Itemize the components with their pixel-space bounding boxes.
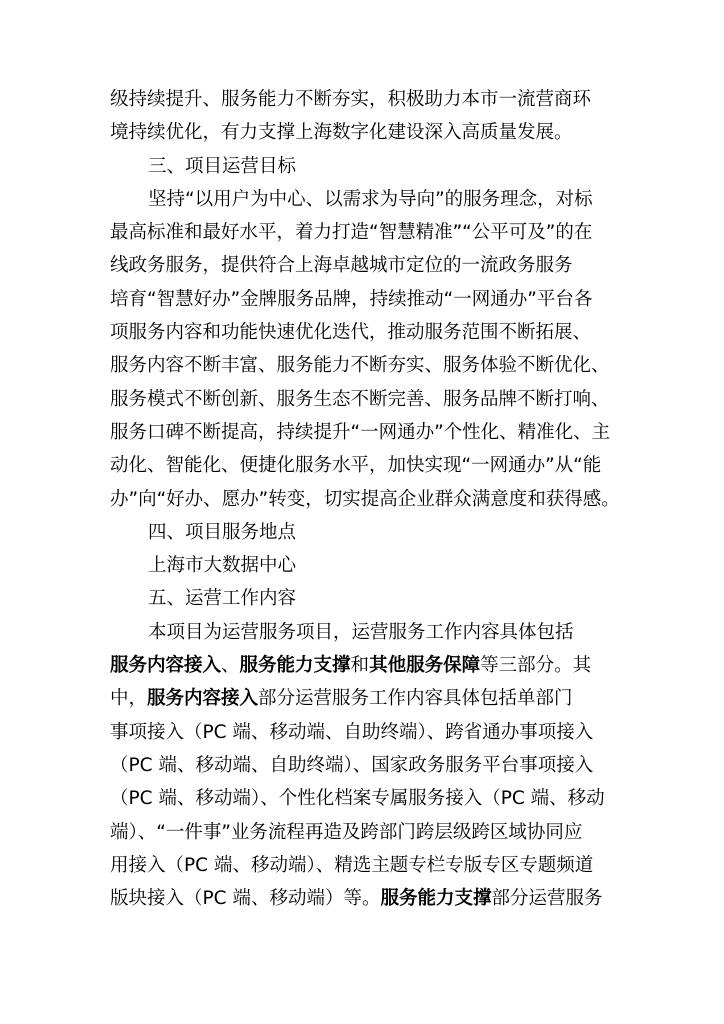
text-run: 版块接入（PC 端、移动端）等。 — [110, 888, 381, 910]
text-run: 、 — [221, 655, 240, 677]
paragraph-line — [110, 649, 618, 682]
text-run: 和 — [350, 655, 370, 677]
body-text — [110, 83, 618, 915]
paragraph-line: 服务内容不断丰富、服务能力不断夯实、服务体验不断优化、 — [110, 355, 610, 377]
bold-term: 服务能力支撑 — [239, 655, 351, 677]
paragraph-line: 培育“智慧好办”金牌服务品牌，持续推动“一网通办”平台各 — [110, 288, 593, 310]
text-run: 部分运营服务工作内容具体包括单部门 — [258, 688, 573, 710]
section-heading: 五、运营工作内容 — [148, 588, 297, 610]
paragraph-line: 动化、智能化、便捷化服务水平，加快实现“一网通办”从“能 — [110, 455, 602, 477]
text-run: 等三部分。其 — [480, 655, 592, 677]
paragraph-line: 端）、“一件事”业务流程再造及跨部门跨层级跨区域协同应 — [110, 821, 583, 843]
paragraph-line: 用接入（PC 端、移动端）、精选主题专栏专版专区专题频道 — [110, 854, 594, 876]
paragraph-line — [110, 882, 618, 915]
paragraph-line — [110, 682, 618, 715]
paragraph-line: 服务口碑不断提高，持续提升“一网通办”个性化、精准化、主 — [110, 421, 611, 443]
text-run: 中， — [110, 688, 148, 710]
bold-term: 其他服务保障 — [369, 655, 481, 677]
bold-term: 服务内容接入 — [110, 655, 222, 677]
paragraph-line: 办”向“好办、愿办”转变，切实提高企业群众满意度和获得感。 — [110, 488, 620, 510]
paragraph-line: 事项接入（PC 端、移动端、自助终端）、跨省通办事项接入 — [110, 721, 594, 743]
paragraph-line: 线政务服务，提供符合上海卓越城市定位的一流政务服务 — [110, 255, 573, 277]
bold-term: 服务内容接入 — [147, 688, 259, 710]
paragraph-line: 项服务内容和功能快速优化迭代，推动服务范围不断拓展、 — [110, 322, 592, 344]
location-text: 上海市大数据中心 — [148, 555, 297, 577]
paragraph-line: （PC 端、移动端）、个性化档案专属服务接入（PC 端、移动 — [110, 788, 605, 810]
paragraph-line: 服务模式不断创新、服务生态不断完善、服务品牌不断打响、 — [110, 388, 610, 410]
paragraph-line: 最高标准和最好水平，着力打造“智慧精准”“公平可及”的在 — [110, 222, 593, 244]
paragraph-line: 境持续优化，有力支撑上海数字化建设深入高质量发展。 — [110, 122, 573, 144]
bold-term: 服务能力支撑 — [380, 888, 492, 910]
section-heading: 四、项目服务地点 — [148, 521, 297, 543]
text-run: 部分运营服务 — [491, 888, 603, 910]
paragraph-line: 本项目为运营服务项目，运营服务工作内容具体包括 — [148, 621, 574, 643]
paragraph-line: 坚持“以用户为中心、以需求为导向”的服务理念，对标 — [148, 188, 593, 210]
paragraph-line: 级持续提升、服务能力不断夯实，积极助力本市一流营商环 — [110, 89, 592, 110]
paragraph-line: （PC 端、移动端、自助终端）、国家政务服务平台事项接入 — [110, 754, 594, 776]
section-heading: 三、项目运营目标 — [148, 155, 297, 177]
